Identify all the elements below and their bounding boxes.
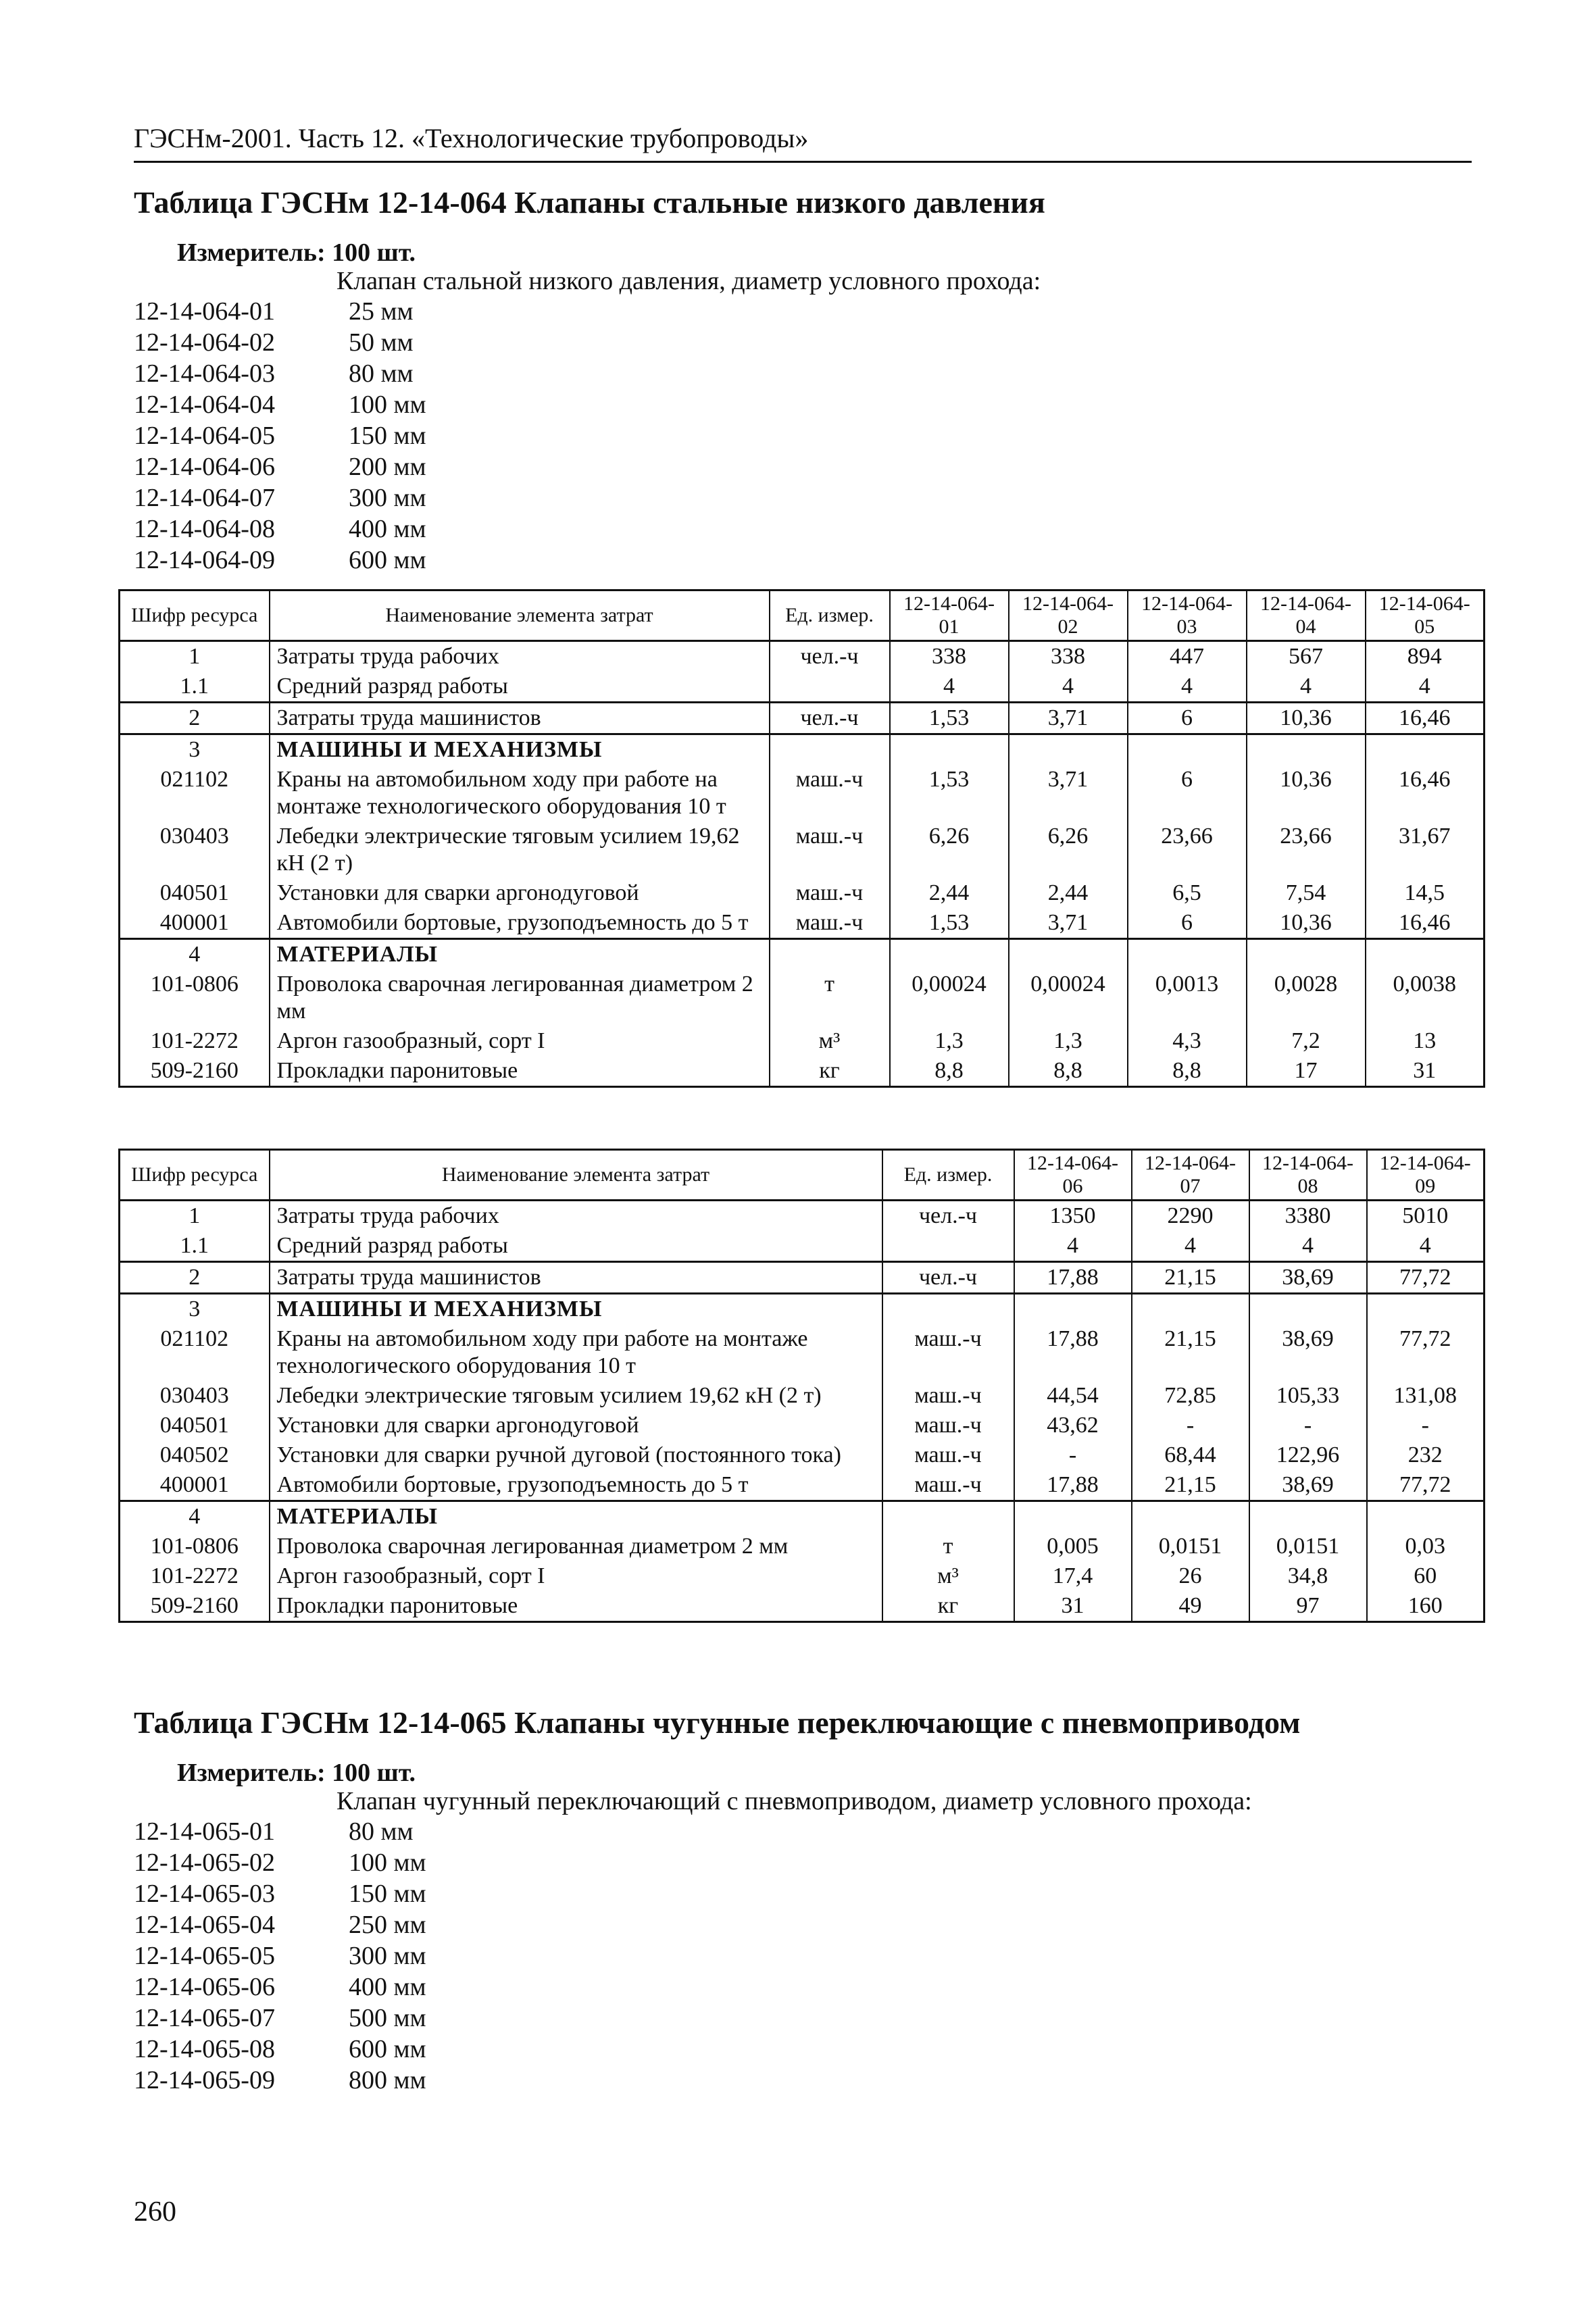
table-row xyxy=(120,1532,1485,1561)
value-cell: 77,72 xyxy=(1367,1262,1485,1294)
unit-cell xyxy=(770,672,890,703)
resource-name-cell: МАШИНЫ И МЕХАНИЗМЫ xyxy=(270,1294,882,1325)
value-cell: 31,67 xyxy=(1366,822,1485,878)
table-row xyxy=(120,641,1485,672)
column-header: 12-14-064-09 xyxy=(1367,1150,1485,1201)
value-cell: 1350 xyxy=(1014,1201,1132,1232)
value-cell: 13 xyxy=(1366,1026,1485,1056)
value-cell: 77,72 xyxy=(1367,1470,1485,1501)
value-cell: 49 xyxy=(1132,1591,1249,1622)
table-row xyxy=(120,1324,1485,1381)
resource-name-cell: Средний разряд работы xyxy=(270,672,770,703)
value-cell: 5010 xyxy=(1367,1201,1485,1232)
code-list-item xyxy=(134,1971,551,2003)
item-diameter: 50 мм xyxy=(349,328,414,357)
table-row xyxy=(120,908,1485,939)
resource-name-cell: Средний разряд работы xyxy=(270,1231,882,1262)
resource-name-cell: МАШИНЫ И МЕХАНИЗМЫ xyxy=(270,734,770,765)
resource-name-cell: Затраты труда рабочих xyxy=(270,1201,882,1232)
resource-code-cell: 101-0806 xyxy=(120,1532,270,1561)
value-cell: 31 xyxy=(1366,1056,1485,1087)
value-cell: 16,46 xyxy=(1366,765,1485,822)
value-cell: 131,08 xyxy=(1367,1381,1485,1411)
item-code: 12-14-065-06 xyxy=(134,1973,275,2001)
table-row xyxy=(120,672,1485,703)
resource-code-cell: 3 xyxy=(120,734,270,765)
resource-code-cell: 030403 xyxy=(120,822,270,878)
value-cell: 2290 xyxy=(1132,1201,1249,1232)
table-header-row xyxy=(120,590,1485,641)
value-cell: 232 xyxy=(1367,1440,1485,1470)
value-cell: 0,0151 xyxy=(1249,1532,1367,1561)
value-cell: 8,8 xyxy=(1128,1056,1247,1087)
resource-name-cell: МАТЕРИАЛЫ xyxy=(270,939,770,970)
unit-cell: маш.-ч xyxy=(770,822,890,878)
value-cell: 17 xyxy=(1247,1056,1366,1087)
column-header: 12-14-064-01 xyxy=(890,590,1009,641)
column-header: 12-14-064-03 xyxy=(1128,590,1247,641)
resource-code-cell: 4 xyxy=(120,939,270,970)
table-row xyxy=(120,878,1485,908)
value-cell: 4 xyxy=(1128,672,1247,703)
item-diameter: 300 мм xyxy=(349,484,426,512)
section2-code-list xyxy=(134,1816,551,2096)
column-header: Наименование элемента затрат xyxy=(270,590,770,641)
resource-code-cell: 021102 xyxy=(120,1324,270,1381)
item-diameter: 100 мм xyxy=(349,391,426,419)
resource-name-cell: Аргон газообразный, сорт I xyxy=(270,1026,770,1056)
value-cell: 17,88 xyxy=(1014,1470,1132,1501)
value-cell xyxy=(890,939,1009,970)
value-cell xyxy=(890,734,1009,765)
table-row xyxy=(120,703,1485,734)
unit-cell xyxy=(882,1231,1014,1262)
column-header: Шифр ресурса xyxy=(120,1150,270,1201)
resource-code-cell: 040502 xyxy=(120,1440,270,1470)
value-cell: 34,8 xyxy=(1249,1561,1367,1591)
value-cell: 8,8 xyxy=(890,1056,1009,1087)
item-code: 12-14-064-02 xyxy=(134,328,275,357)
unit-cell: маш.-ч xyxy=(770,878,890,908)
item-diameter: 80 мм xyxy=(349,359,414,388)
value-cell: 0,005 xyxy=(1014,1532,1132,1561)
code-list-item xyxy=(134,451,551,482)
value-cell: 23,66 xyxy=(1247,822,1366,878)
value-cell: 16,46 xyxy=(1366,703,1485,734)
value-cell xyxy=(1009,939,1128,970)
value-cell: 0,0151 xyxy=(1132,1532,1249,1561)
section2-intro: Клапан чугунный переключающий с пневмоприводом, диаметр условного прохода: xyxy=(336,1787,1252,1815)
item-code: 12-14-064-06 xyxy=(134,453,275,481)
value-cell xyxy=(1247,734,1366,765)
page-number: 260 xyxy=(134,2196,176,2228)
value-cell: 1,53 xyxy=(890,703,1009,734)
code-list-item xyxy=(134,296,551,327)
column-header: 12-14-064-06 xyxy=(1014,1150,1132,1201)
code-list-item xyxy=(134,1878,551,1909)
table-row xyxy=(120,1026,1485,1056)
resource-code-cell: 2 xyxy=(120,703,270,734)
value-cell: 3,71 xyxy=(1009,703,1128,734)
column-header: Ед. измер. xyxy=(882,1150,1014,1201)
resource-name-cell: Автомобили бортовые, грузоподъемность до 5 т xyxy=(270,1470,882,1501)
column-header: 12-14-064-04 xyxy=(1247,590,1366,641)
resource-name-cell: Установки для сварки ручной дуговой (постоянного тока) xyxy=(270,1440,882,1470)
value-cell: 3380 xyxy=(1249,1201,1367,1232)
table-row xyxy=(120,734,1485,765)
resource-code-cell: 509-2160 xyxy=(120,1591,270,1622)
item-diameter: 800 мм xyxy=(349,2066,426,2094)
item-diameter: 600 мм xyxy=(349,546,426,574)
table-row xyxy=(120,1294,1485,1325)
value-cell: 4,3 xyxy=(1128,1026,1247,1056)
table-row xyxy=(120,822,1485,878)
value-cell xyxy=(1014,1501,1132,1532)
unit-cell: м³ xyxy=(770,1026,890,1056)
item-diameter: 25 мм xyxy=(349,297,414,326)
value-cell xyxy=(1249,1501,1367,1532)
value-cell: 16,46 xyxy=(1366,908,1485,939)
value-cell xyxy=(1366,939,1485,970)
value-cell: 0,0013 xyxy=(1128,970,1247,1026)
unit-cell: т xyxy=(882,1532,1014,1561)
code-list-item xyxy=(134,358,551,389)
item-code: 12-14-065-05 xyxy=(134,1942,275,1970)
item-code: 12-14-065-01 xyxy=(134,1817,275,1846)
value-cell: - xyxy=(1132,1411,1249,1440)
value-cell: 97 xyxy=(1249,1591,1367,1622)
value-cell: 72,85 xyxy=(1132,1381,1249,1411)
item-code: 12-14-064-01 xyxy=(134,297,275,326)
resource-code-cell: 400001 xyxy=(120,908,270,939)
resource-name-cell: Затраты труда машинистов xyxy=(270,703,770,734)
item-diameter: 400 мм xyxy=(349,1973,426,2001)
value-cell xyxy=(1132,1501,1249,1532)
value-cell: 160 xyxy=(1367,1591,1485,1622)
table-row xyxy=(120,1201,1485,1232)
item-code: 12-14-065-07 xyxy=(134,2004,275,2032)
resource-code-cell: 030403 xyxy=(120,1381,270,1411)
value-cell xyxy=(1247,939,1366,970)
item-diameter: 250 мм xyxy=(349,1911,426,1939)
value-cell: 4 xyxy=(1366,672,1485,703)
item-code: 12-14-064-08 xyxy=(134,515,275,543)
value-cell: 7,2 xyxy=(1247,1026,1366,1056)
value-cell: 17,88 xyxy=(1014,1262,1132,1294)
value-cell: 21,15 xyxy=(1132,1470,1249,1501)
item-code: 12-14-065-03 xyxy=(134,1880,275,1908)
resource-name-cell: Прокладки паронитовые xyxy=(270,1591,882,1622)
value-cell xyxy=(1128,939,1247,970)
resource-code-cell: 1 xyxy=(120,1201,270,1232)
resource-name-cell: Затраты труда рабочих xyxy=(270,641,770,672)
table-row xyxy=(120,1501,1485,1532)
value-cell: 0,0038 xyxy=(1366,970,1485,1026)
unit-cell: чел.-ч xyxy=(770,703,890,734)
value-cell: 8,8 xyxy=(1009,1056,1128,1087)
code-list-item xyxy=(134,2065,551,2096)
resource-name-cell: МАТЕРИАЛЫ xyxy=(270,1501,882,1532)
column-header: 12-14-064-02 xyxy=(1009,590,1128,641)
resource-name-cell: Лебедки электрические тяговым усилием 19,62 кН (2 т) xyxy=(270,822,770,878)
resource-name-cell: Прокладки паронитовые xyxy=(270,1056,770,1087)
value-cell: 3,71 xyxy=(1009,765,1128,822)
resource-name-cell: Лебедки электрические тяговым усилием 19,62 кН (2 т) xyxy=(270,1381,882,1411)
value-cell: 0,03 xyxy=(1367,1532,1485,1561)
unit-cell: чел.-ч xyxy=(882,1262,1014,1294)
column-header: 12-14-064-07 xyxy=(1132,1150,1249,1201)
value-cell: 6,26 xyxy=(1009,822,1128,878)
value-cell: 10,36 xyxy=(1247,908,1366,939)
resource-name-cell: Проволока сварочная легированная диаметром 2 мм xyxy=(270,970,770,1026)
table-row xyxy=(120,1470,1485,1501)
value-cell: 43,62 xyxy=(1014,1411,1132,1440)
item-diameter: 600 мм xyxy=(349,2035,426,2063)
unit-cell: кг xyxy=(882,1591,1014,1622)
resource-code-cell: 1 xyxy=(120,641,270,672)
code-list-item xyxy=(134,2003,551,2034)
resource-code-cell: 101-2272 xyxy=(120,1026,270,1056)
value-cell: 38,69 xyxy=(1249,1262,1367,1294)
table-row xyxy=(120,1591,1485,1622)
value-cell xyxy=(1128,734,1247,765)
item-code: 12-14-065-02 xyxy=(134,1848,275,1877)
value-cell: 38,69 xyxy=(1249,1324,1367,1381)
resource-code-cell: 2 xyxy=(120,1262,270,1294)
value-cell: 26 xyxy=(1132,1561,1249,1591)
value-cell xyxy=(1009,734,1128,765)
item-code: 12-14-065-09 xyxy=(134,2066,275,2094)
section2-title: Таблица ГЭСНм 12-14-065 Клапаны чугунные переключающие с пневмоприводом xyxy=(134,1705,1301,1740)
resource-code-cell: 101-0806 xyxy=(120,970,270,1026)
item-diameter: 300 мм xyxy=(349,1942,426,1970)
code-list-item xyxy=(134,482,551,513)
resource-table-1 xyxy=(118,589,1485,1088)
item-code: 12-14-064-07 xyxy=(134,484,275,512)
resource-code-cell: 040501 xyxy=(120,1411,270,1440)
value-cell: 6,5 xyxy=(1128,878,1247,908)
value-cell: - xyxy=(1249,1411,1367,1440)
value-cell xyxy=(1367,1501,1485,1532)
table-row xyxy=(120,1381,1485,1411)
value-cell: 6,26 xyxy=(890,822,1009,878)
resource-code-cell: 1.1 xyxy=(120,1231,270,1262)
code-list-item xyxy=(134,513,551,545)
value-cell: 7,54 xyxy=(1247,878,1366,908)
value-cell: 1,53 xyxy=(890,908,1009,939)
value-cell: 77,72 xyxy=(1367,1324,1485,1381)
code-list-item xyxy=(134,1816,551,1847)
value-cell: 4 xyxy=(1249,1231,1367,1262)
item-code: 12-14-064-09 xyxy=(134,546,275,574)
value-cell xyxy=(1367,1294,1485,1325)
unit-cell: чел.-ч xyxy=(770,641,890,672)
value-cell: - xyxy=(1014,1440,1132,1470)
value-cell: 23,66 xyxy=(1128,822,1247,878)
unit-cell xyxy=(770,734,890,765)
value-cell: 894 xyxy=(1366,641,1485,672)
value-cell: 122,96 xyxy=(1249,1440,1367,1470)
code-list-item xyxy=(134,420,551,451)
value-cell xyxy=(1366,734,1485,765)
item-diameter: 100 мм xyxy=(349,1848,426,1877)
resource-name-cell: Автомобили бортовые, грузоподъемность до 5 т xyxy=(270,908,770,939)
value-cell: 60 xyxy=(1367,1561,1485,1591)
resource-code-cell: 400001 xyxy=(120,1470,270,1501)
value-cell: 2,44 xyxy=(1009,878,1128,908)
table-row xyxy=(120,1411,1485,1440)
unit-cell: маш.-ч xyxy=(770,908,890,939)
value-cell: 4 xyxy=(1247,672,1366,703)
value-cell: - xyxy=(1367,1411,1485,1440)
value-cell: 17,4 xyxy=(1014,1561,1132,1591)
value-cell: 10,36 xyxy=(1247,765,1366,822)
item-code: 12-14-065-08 xyxy=(134,2035,275,2063)
value-cell: 567 xyxy=(1247,641,1366,672)
value-cell: 14,5 xyxy=(1366,878,1485,908)
resource-table-2 xyxy=(118,1149,1485,1623)
value-cell: 105,33 xyxy=(1249,1381,1367,1411)
unit-cell: т xyxy=(770,970,890,1026)
value-cell: 338 xyxy=(890,641,1009,672)
resource-name-cell: Установки для сварки аргонодуговой xyxy=(270,1411,882,1440)
code-list-item xyxy=(134,545,551,576)
code-list-item xyxy=(134,389,551,420)
table-row xyxy=(120,939,1485,970)
unit-cell: маш.-ч xyxy=(882,1440,1014,1470)
value-cell: 38,69 xyxy=(1249,1470,1367,1501)
unit-cell: маш.-ч xyxy=(882,1324,1014,1381)
unit-cell xyxy=(882,1294,1014,1325)
item-diameter: 150 мм xyxy=(349,1880,426,1908)
value-cell: 21,15 xyxy=(1132,1324,1249,1381)
code-list-item xyxy=(134,327,551,358)
column-header: Ед. измер. xyxy=(770,590,890,641)
value-cell: 10,36 xyxy=(1247,703,1366,734)
value-cell: 6 xyxy=(1128,703,1247,734)
table-row xyxy=(120,1440,1485,1470)
code-list-item xyxy=(134,1847,551,1878)
resource-code-cell: 101-2272 xyxy=(120,1561,270,1591)
resource-code-cell: 4 xyxy=(120,1501,270,1532)
value-cell: 4 xyxy=(890,672,1009,703)
section1-code-list xyxy=(134,296,551,576)
item-code: 12-14-064-04 xyxy=(134,391,275,419)
value-cell: 447 xyxy=(1128,641,1247,672)
column-header: 12-14-064-08 xyxy=(1249,1150,1367,1201)
item-code: 12-14-064-05 xyxy=(134,422,275,450)
item-diameter: 500 мм xyxy=(349,2004,426,2032)
item-code: 12-14-065-04 xyxy=(134,1911,275,1939)
item-diameter: 200 мм xyxy=(349,453,426,481)
item-diameter: 400 мм xyxy=(349,515,426,543)
unit-cell: маш.-ч xyxy=(882,1381,1014,1411)
code-list-item xyxy=(134,1940,551,1971)
value-cell: 44,54 xyxy=(1014,1381,1132,1411)
value-cell: 4 xyxy=(1367,1231,1485,1262)
value-cell: 31 xyxy=(1014,1591,1132,1622)
value-cell: 21,15 xyxy=(1132,1262,1249,1294)
resource-code-cell: 509-2160 xyxy=(120,1056,270,1087)
item-code: 12-14-064-03 xyxy=(134,359,275,388)
resource-name-cell: Проволока сварочная легированная диаметром 2 мм xyxy=(270,1532,882,1561)
unit-cell: м³ xyxy=(882,1561,1014,1591)
unit-cell xyxy=(882,1501,1014,1532)
table-row xyxy=(120,1056,1485,1087)
value-cell: 4 xyxy=(1014,1231,1132,1262)
table-row xyxy=(120,970,1485,1026)
item-diameter: 150 мм xyxy=(349,422,426,450)
column-header: Наименование элемента затрат xyxy=(270,1150,882,1201)
column-header: Шифр ресурса xyxy=(120,590,270,641)
value-cell: 2,44 xyxy=(890,878,1009,908)
resource-name-cell: Аргон газообразный, сорт I xyxy=(270,1561,882,1591)
value-cell xyxy=(1132,1294,1249,1325)
resource-code-cell: 021102 xyxy=(120,765,270,822)
running-head: ГЭСНм-2001. Часть 12. «Технологические трубопроводы» xyxy=(134,120,1472,163)
item-diameter: 80 мм xyxy=(349,1817,414,1846)
resource-name-cell: Краны на автомобильном ходу при работе на монтаже технологического оборудования 10 т xyxy=(270,765,770,822)
table-header-row xyxy=(120,1150,1485,1201)
value-cell: 4 xyxy=(1132,1231,1249,1262)
code-list-item xyxy=(134,1909,551,1940)
value-cell: 1,3 xyxy=(1009,1026,1128,1056)
column-header: 12-14-064-05 xyxy=(1366,590,1485,641)
value-cell: 68,44 xyxy=(1132,1440,1249,1470)
value-cell: 0,0028 xyxy=(1247,970,1366,1026)
section2-measure: Измеритель: 100 шт. xyxy=(177,1759,416,1787)
section1-title: Таблица ГЭСНм 12-14-064 Клапаны стальные низкого давления xyxy=(134,185,1045,220)
unit-cell: маш.-ч xyxy=(882,1411,1014,1440)
value-cell: 3,71 xyxy=(1009,908,1128,939)
unit-cell: кг xyxy=(770,1056,890,1087)
table-row xyxy=(120,1262,1485,1294)
value-cell: 4 xyxy=(1009,672,1128,703)
resource-name-cell: Установки для сварки аргонодуговой xyxy=(270,878,770,908)
table-row xyxy=(120,1231,1485,1262)
table-row xyxy=(120,765,1485,822)
value-cell: 6 xyxy=(1128,765,1247,822)
section1-measure: Измеритель: 100 шт. xyxy=(177,238,416,267)
unit-cell: маш.-ч xyxy=(770,765,890,822)
table-row xyxy=(120,1561,1485,1591)
value-cell: 17,88 xyxy=(1014,1324,1132,1381)
value-cell: 338 xyxy=(1009,641,1128,672)
value-cell xyxy=(1249,1294,1367,1325)
unit-cell: чел.-ч xyxy=(882,1201,1014,1232)
value-cell: 1,3 xyxy=(890,1026,1009,1056)
value-cell: 0,00024 xyxy=(890,970,1009,1026)
resource-code-cell: 1.1 xyxy=(120,672,270,703)
unit-cell xyxy=(770,939,890,970)
value-cell: 1,53 xyxy=(890,765,1009,822)
resource-name-cell: Краны на автомобильном ходу при работе на монтаже технологического оборудования 10 т xyxy=(270,1324,882,1381)
unit-cell: маш.-ч xyxy=(882,1470,1014,1501)
resource-code-cell: 040501 xyxy=(120,878,270,908)
resource-name-cell: Затраты труда машинистов xyxy=(270,1262,882,1294)
section1-intro: Клапан стальной низкого давления, диаметр условного прохода: xyxy=(336,267,1041,295)
value-cell: 0,00024 xyxy=(1009,970,1128,1026)
resource-code-cell: 3 xyxy=(120,1294,270,1325)
code-list-item xyxy=(134,2034,551,2065)
value-cell xyxy=(1014,1294,1132,1325)
value-cell: 6 xyxy=(1128,908,1247,939)
